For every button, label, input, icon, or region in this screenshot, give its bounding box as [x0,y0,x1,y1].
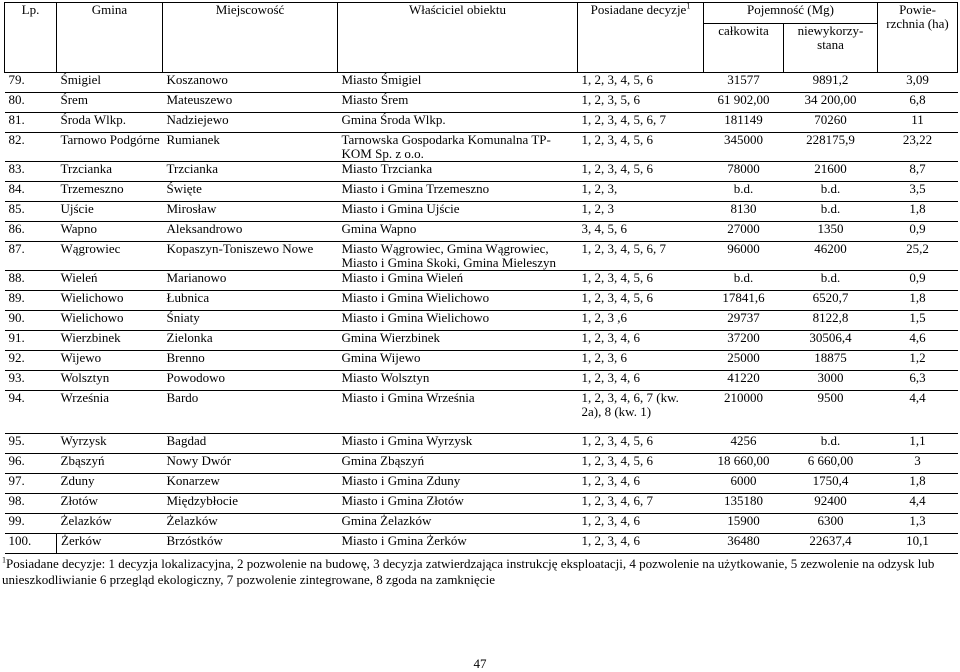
cell-miejscowosc: Kopaszyn-Toniszewo Nowe [163,242,338,271]
cell-wlasciciel: Miasto Trzcianka [338,162,578,182]
table-row [5,534,958,554]
cell-gmina: Śrem [57,93,163,113]
table-row [5,311,958,331]
cell-powierzchnia: 0,9 [878,222,958,242]
cell-niewykorzystana: 228175,9 [784,133,878,162]
cell-niewykorzystana: 9500 [784,391,878,434]
cell-miejscowosc: Święte [163,182,338,202]
cell-miejscowosc: Konarzew [163,474,338,494]
cell-powierzchnia: 1,2 [878,351,958,371]
cell-niewykorzystana: 1350 [784,222,878,242]
cell-niewykorzystana: 92400 [784,494,878,514]
cell-lp: 87. [5,242,57,271]
cell-decyzje: 1, 2, 3, 4, 5, 6 [578,271,704,291]
table-row [5,271,958,291]
cell-lp: 83. [5,162,57,182]
cell-calkowita: 345000 [704,133,784,162]
cell-powierzchnia: 23,22 [878,133,958,162]
cell-niewykorzystana: 6520,7 [784,291,878,311]
cell-niewykorzystana: b.d. [784,182,878,202]
cell-gmina: Wijewo [57,351,163,371]
cell-powierzchnia: 1,8 [878,291,958,311]
cell-wlasciciel: Gmina Żelazków [338,514,578,534]
table-row [5,162,958,182]
cell-wlasciciel: Miasto Wolsztyn [338,371,578,391]
cell-gmina: Zbąszyń [57,454,163,474]
cell-wlasciciel: Miasto i Gmina Trzemeszno [338,182,578,202]
cell-powierzchnia: 1,1 [878,434,958,454]
cell-decyzje: 1, 2, 3, 4, 5, 6 [578,454,704,474]
footnote [2,556,956,588]
cell-wlasciciel: Miasto i Gmina Wielichowo [338,291,578,311]
cell-decyzje: 1, 2, 3, 4, 5, 6 [578,291,704,311]
cell-lp: 79. [5,73,57,93]
cell-lp: 98. [5,494,57,514]
cell-calkowita: 17841,6 [704,291,784,311]
cell-calkowita: 6000 [704,474,784,494]
cell-powierzchnia: 3,5 [878,182,958,202]
cell-niewykorzystana: b.d. [784,271,878,291]
cell-gmina: Wieleń [57,271,163,291]
cell-miejscowosc: Koszanowo [163,73,338,93]
cell-powierzchnia: 0,9 [878,271,958,291]
cell-lp: 95. [5,434,57,454]
cell-miejscowosc: Nadziejewo [163,113,338,133]
cell-gmina: Trzemeszno [57,182,163,202]
cell-miejscowosc: Aleksandrowo [163,222,338,242]
cell-calkowita: 135180 [704,494,784,514]
cell-niewykorzystana: 9891,2 [784,73,878,93]
cell-miejscowosc: Bagdad [163,434,338,454]
cell-decyzje: 1, 2, 3, 4, 6 [578,474,704,494]
cell-lp: 93. [5,371,57,391]
cell-miejscowosc: Mateuszewo [163,93,338,113]
cell-wlasciciel: Gmina Środa Wlkp. [338,113,578,133]
col-header-powierzchnia: Powie-rzchnia (ha) [878,3,958,73]
cell-wlasciciel: Gmina Zbąszyń [338,454,578,474]
cell-wlasciciel: Miasto i Gmina Wielichowo [338,311,578,331]
table-row [5,93,958,113]
col-header-calkowita: całkowita [704,24,784,73]
cell-calkowita: b.d. [704,182,784,202]
cell-lp: 91. [5,331,57,351]
cell-niewykorzystana: 1750,4 [784,474,878,494]
cell-calkowita: 25000 [704,351,784,371]
table-row [5,73,958,93]
col-header-pojemnosc: Pojemność (Mg) [704,3,878,24]
cell-gmina: Zduny [57,474,163,494]
cell-niewykorzystana: 21600 [784,162,878,182]
col-header-decyzje: Posiadane decyzje$^1$ [578,3,704,73]
table-row [5,133,958,162]
table-row [5,291,958,311]
cell-calkowita: 36480 [704,534,784,554]
cell-niewykorzystana: 8122,8 [784,311,878,331]
col-header-gmina: Gmina [57,3,163,73]
cell-gmina: Wierzbinek [57,331,163,351]
footnote-mark: 1 [2,555,6,565]
cell-powierzchnia: 3 [878,454,958,474]
table-row [5,222,958,242]
cell-miejscowosc: Trzcianka [163,162,338,182]
cell-powierzchnia: 1,3 [878,514,958,534]
cell-decyzje: 1, 2, 3, 4, 5, 6, 7 [578,113,704,133]
cell-niewykorzystana: 46200 [784,242,878,271]
cell-wlasciciel: Tarnowska Gospodarka Komunalna TP-KOM Sp. z o.o. [338,133,578,162]
cell-decyzje: 1, 2, 3, 4, 5, 6 [578,434,704,454]
cell-powierzchnia: 1,5 [878,311,958,331]
cell-niewykorzystana: b.d. [784,202,878,222]
table-row [5,494,958,514]
cell-gmina: Tarnowo Podgórne [57,133,163,162]
table-row [5,514,958,534]
table-row [5,474,958,494]
cell-calkowita: b.d. [704,271,784,291]
footnote-text: Posiadane decyzje: 1 decyzja lokalizacyjna, 2 pozwolenie na budowę, 3 decyzja zatwierdzająca instrukcję eksploatacji, 4 pozwolenie na użytkowanie, 5 zezwolenie na odzysk lub unieszkodliwianie 6 przegląd ekologiczny, 7 pozwolenie zintegrowane, 8 zgoda na zamknięcie [2,556,935,587]
cell-decyzje: 1, 2, 3 [578,202,704,222]
cell-miejscowosc: Mirosław [163,202,338,222]
cell-miejscowosc: Powodowo [163,371,338,391]
cell-powierzchnia: 3,09 [878,73,958,93]
cell-wlasciciel: Gmina Wapno [338,222,578,242]
table-row [5,391,958,434]
cell-wlasciciel: Miasto i Gmina Września [338,391,578,434]
cell-miejscowosc: Nowy Dwór [163,454,338,474]
cell-decyzje: 1, 2, 3, 6 [578,351,704,371]
cell-decyzje: 1, 2, 3, 5, 6 [578,93,704,113]
cell-decyzje: 1, 2, 3, 4, 6 [578,534,704,554]
cell-gmina: Wyrzysk [57,434,163,454]
cell-miejscowosc: Marianowo [163,271,338,291]
cell-niewykorzystana: 6 660,00 [784,454,878,474]
cell-wlasciciel: Miasto Śrem [338,93,578,113]
table-row [5,351,958,371]
cell-decyzje: 1, 2, 3, 4, 6 [578,371,704,391]
cell-lp: 94. [5,391,57,434]
cell-niewykorzystana: 3000 [784,371,878,391]
cell-gmina: Środa Wlkp. [57,113,163,133]
cell-gmina: Trzcianka [57,162,163,182]
cell-gmina: Złotów [57,494,163,514]
cell-decyzje: 3, 4, 5, 6 [578,222,704,242]
cell-gmina: Ujście [57,202,163,222]
cell-wlasciciel: Gmina Wierzbinek [338,331,578,351]
cell-powierzchnia: 10,1 [878,534,958,554]
cell-wlasciciel: Miasto Śmigiel [338,73,578,93]
cell-wlasciciel: Gmina Wijewo [338,351,578,371]
cell-wlasciciel: Miasto Wągrowiec, Gmina Wągrowiec, Miasto i Gmina Skoki, Gmina Mieleszyn [338,242,578,271]
cell-decyzje: 1, 2, 3, 4, 6 [578,331,704,351]
cell-miejscowosc: Rumianek [163,133,338,162]
table-row [5,182,958,202]
cell-decyzje: 1, 2, 3, 4, 6 [578,514,704,534]
cell-lp: 97. [5,474,57,494]
cell-gmina: Wągrowiec [57,242,163,271]
cell-powierzchnia: 4,6 [878,331,958,351]
cell-gmina: Żelazków [57,514,163,534]
cell-lp: 100. [5,534,57,554]
cell-miejscowosc: Brenno [163,351,338,371]
cell-gmina: Wielichowo [57,311,163,331]
table-row [5,371,958,391]
cell-calkowita: 210000 [704,391,784,434]
landfill-table [4,2,958,554]
cell-decyzje: 1, 2, 3, 4, 5, 6 [578,133,704,162]
cell-wlasciciel: Miasto i Gmina Wieleń [338,271,578,291]
cell-gmina: Wapno [57,222,163,242]
cell-calkowita: 31577 [704,73,784,93]
cell-niewykorzystana: b.d. [784,434,878,454]
cell-niewykorzystana: 18875 [784,351,878,371]
cell-lp: 90. [5,311,57,331]
cell-wlasciciel: Miasto i Gmina Ujście [338,202,578,222]
cell-gmina: Wielichowo [57,291,163,311]
cell-powierzchnia: 11 [878,113,958,133]
cell-powierzchnia: 1,8 [878,202,958,222]
cell-calkowita: 15900 [704,514,784,534]
cell-lp: 96. [5,454,57,474]
col-header-lp: Lp. [5,3,57,73]
cell-decyzje: 1, 2, 3, [578,182,704,202]
cell-lp: 92. [5,351,57,371]
cell-lp: 82. [5,133,57,162]
cell-decyzje: 1, 2, 3, 4, 6, 7 [578,494,704,514]
cell-calkowita: 61 902,00 [704,93,784,113]
cell-miejscowosc: Brzóstków [163,534,338,554]
table-row [5,454,958,474]
cell-calkowita: 4256 [704,434,784,454]
cell-calkowita: 29737 [704,311,784,331]
cell-calkowita: 181149 [704,113,784,133]
cell-lp: 85. [5,202,57,222]
cell-lp: 81. [5,113,57,133]
cell-powierzchnia: 25,2 [878,242,958,271]
cell-miejscowosc: Bardo [163,391,338,434]
cell-lp: 88. [5,271,57,291]
cell-wlasciciel: Miasto i Gmina Zduny [338,474,578,494]
col-header-miejscowosc: Miejscowość [163,3,338,73]
cell-niewykorzystana: 30506,4 [784,331,878,351]
cell-decyzje: 1, 2, 3, 4, 5, 6, 7 [578,242,704,271]
col-header-wlasciciel: Właściciel obiektu [338,3,578,73]
cell-powierzchnia: 1,8 [878,474,958,494]
cell-powierzchnia: 6,8 [878,93,958,113]
cell-miejscowosc: Śniaty [163,311,338,331]
page-number: 47 [473,656,487,671]
cell-lp: 99. [5,514,57,534]
cell-decyzje: 1, 2, 3 ,6 [578,311,704,331]
cell-miejscowosc: Zielonka [163,331,338,351]
cell-calkowita: 78000 [704,162,784,182]
cell-miejscowosc: Łubnica [163,291,338,311]
table-row [5,113,958,133]
cell-wlasciciel: Miasto i Gmina Wyrzysk [338,434,578,454]
cell-gmina: Wolsztyn [57,371,163,391]
table-row [5,202,958,222]
cell-decyzje: 1, 2, 3, 4, 5, 6 [578,73,704,93]
cell-calkowita: 41220 [704,371,784,391]
cell-lp: 84. [5,182,57,202]
cell-lp: 86. [5,222,57,242]
cell-powierzchnia: 8,7 [878,162,958,182]
cell-calkowita: 27000 [704,222,784,242]
cell-niewykorzystana: 70260 [784,113,878,133]
cell-calkowita: 96000 [704,242,784,271]
cell-wlasciciel: Miasto i Gmina Żerków [338,534,578,554]
cell-calkowita: 37200 [704,331,784,351]
cell-powierzchnia: 6,3 [878,371,958,391]
cell-miejscowosc: Żelazków [163,514,338,534]
cell-gmina: Żerków [57,534,163,554]
cell-lp: 89. [5,291,57,311]
table-row [5,242,958,271]
cell-miejscowosc: Międzybłocie [163,494,338,514]
cell-decyzje: 1, 2, 3, 4, 6, 7 (kw. 2a), 8 (kw. 1) [578,391,704,434]
cell-powierzchnia: 4,4 [878,391,958,434]
cell-niewykorzystana: 22637,4 [784,534,878,554]
cell-gmina: Śmigiel [57,73,163,93]
cell-calkowita: 8130 [704,202,784,222]
cell-gmina: Września [57,391,163,434]
cell-niewykorzystana: 6300 [784,514,878,534]
cell-powierzchnia: 4,4 [878,494,958,514]
table-row [5,331,958,351]
cell-decyzje: 1, 2, 3, 4, 5, 6 [578,162,704,182]
table-row [5,434,958,454]
cell-lp: 80. [5,93,57,113]
cell-wlasciciel: Miasto i Gmina Złotów [338,494,578,514]
col-header-niewykorzystana: niewykorzy-stana [784,24,878,73]
cell-calkowita: 18 660,00 [704,454,784,474]
cell-niewykorzystana: 34 200,00 [784,93,878,113]
